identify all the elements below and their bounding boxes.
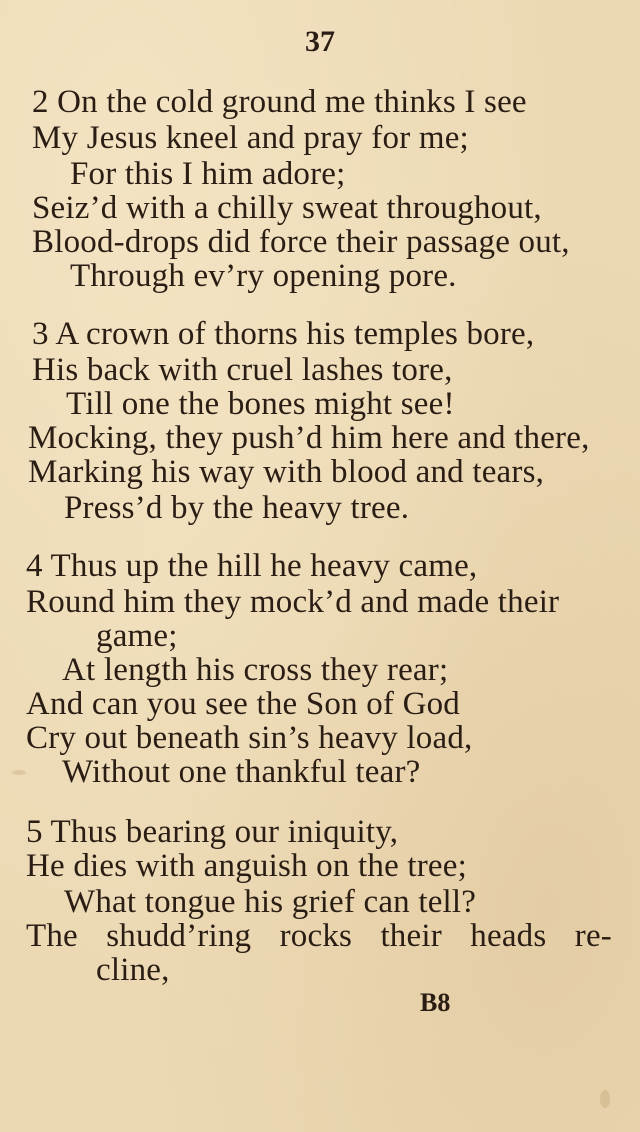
verse-line: game;: [96, 618, 178, 654]
verse-line: Till one the bones might see!: [66, 386, 455, 422]
verse-line: What tongue his grief can tell?: [64, 884, 477, 920]
verse-line: cline,: [96, 952, 170, 988]
verse-line: My Jesus kneel and pray for me;: [32, 120, 469, 156]
signature-mark: B8: [420, 988, 451, 1017]
verse-line: Marking his way with blood and tears,: [28, 454, 545, 490]
verse-line: Without one thankful tear?: [62, 754, 421, 790]
verse-line: The shudd’ring rocks their heads re-: [26, 918, 612, 954]
verse-line: Blood-drops did force their passage out,: [32, 224, 570, 260]
verse-line: Press’d by the heavy tree.: [64, 490, 410, 526]
verse-line: For this I him adore;: [70, 156, 346, 192]
verse-line: 2 On the cold ground me thinks I see: [32, 84, 527, 120]
verse-line: Cry out beneath sin’s heavy load,: [26, 720, 473, 756]
verse-line: Round him they mock’d and made their: [26, 584, 560, 620]
verse-line: Seiz’d with a chilly sweat throughout,: [32, 190, 542, 226]
paper-stain: [600, 1090, 610, 1108]
verse-line: He dies with anguish on the tree;: [26, 848, 467, 884]
verse-line: 3 A crown of thorns his temples bore,: [32, 316, 535, 352]
paper-stain: [12, 770, 26, 775]
verse-line: Through ev’ry opening pore.: [70, 258, 457, 294]
verse-line: His back with cruel lashes tore,: [32, 352, 453, 388]
verse-line: 4 Thus up the hill he heavy came,: [26, 548, 478, 584]
verse-line: At length his cross they rear;: [62, 652, 449, 688]
page-number: 37: [305, 25, 335, 58]
verse-line: And can you see the Son of God: [26, 686, 461, 722]
verse-line: Mocking, they push’d him here and there,: [28, 420, 590, 456]
verse-line: 5 Thus bearing our iniquity,: [26, 814, 399, 850]
